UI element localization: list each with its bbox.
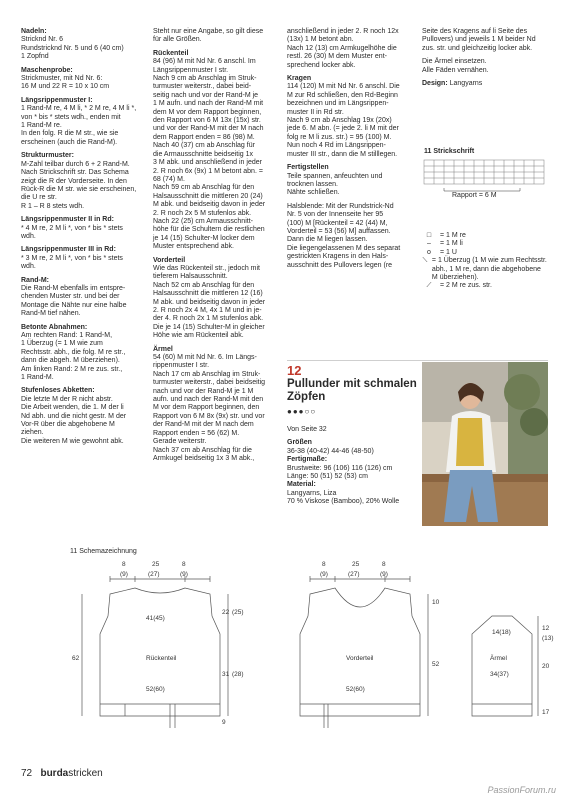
text-line: Rand-M tief nähen. <box>21 310 81 318</box>
text-line: Teile spannen, anfeuchten und <box>287 172 383 180</box>
back-top-mid: 25 <box>152 561 160 568</box>
col1-block <box>21 324 146 383</box>
legend-item <box>422 249 548 257</box>
text-line: Rapport von 6 M 8x (9x) str. und vor <box>153 412 265 420</box>
back-neck-measure: 41(45) <box>146 615 165 622</box>
front-top-mid-sub: (27) <box>348 571 360 578</box>
material-heading: Material: <box>287 481 316 489</box>
text-line: Rück-R die M str. wie sie erscheinen, <box>21 185 137 193</box>
text-line: muster III str., dann die M stilllegen. <box>287 150 398 158</box>
back-top-mid-sub: (27) <box>148 571 160 578</box>
legend-symbol-icon: – <box>427 240 431 248</box>
text-line: erscheinen (auch die Rand-M). <box>21 138 118 146</box>
col4-block <box>422 28 548 53</box>
col2-block <box>153 346 282 464</box>
text-line: 114 (120) M mit Nd Nr. 6 anschl. Die <box>287 83 400 91</box>
text-line: aufn. und nach der Rand-M mit den <box>153 396 264 404</box>
stitch-chart-title: 11 Strickschrift <box>424 148 475 155</box>
front-top-right: 8 <box>382 561 386 568</box>
bust-value: Brustweite: 96 (106) 116 (126) cm <box>287 464 393 472</box>
material-line-2: 70 % Viskose (Bamboo), 20% Wolle <box>287 498 400 506</box>
text-line: M abk. und beidseitig davon in jeder <box>153 298 266 306</box>
text-line: Vor-R über die abgehobene M <box>21 421 115 429</box>
back-side-sub: (28) <box>232 671 244 678</box>
legend-item <box>422 257 548 282</box>
text-line: (100) M [Rückenteil = 42 (44) M, <box>287 219 388 227</box>
text-line: Nach 37 cm ab Anschlag für die <box>153 446 252 454</box>
text-line: Nach 9 cm ab Anschlag 19x (20x) <box>287 117 392 125</box>
text-line: Rechtsstr. abh., die folg. M re str., <box>21 348 126 356</box>
block-heading: Stufenloses Abketten: <box>21 387 95 395</box>
legend-text: = 1 M re <box>440 232 466 239</box>
text-line: Rapport enden = 56 (62) M. <box>153 429 240 437</box>
block-heading: Rückenteil <box>153 49 189 57</box>
text-line: * 4 M re, 2 M li *, von * bis * stets <box>21 224 123 232</box>
text-line: die Armausschnitte beidseitig 1x <box>153 150 253 158</box>
col2-block <box>153 28 282 45</box>
text-line: 68 (74) M. <box>153 175 185 183</box>
project-details <box>287 426 417 507</box>
legend-item <box>422 240 548 248</box>
model-photo <box>422 362 548 526</box>
text-line: sprechend locker abk. <box>287 61 356 69</box>
front-top-right-sub: (9) <box>380 571 388 578</box>
column-1 <box>21 28 146 451</box>
material-line-1: Langyarns, Liza <box>287 489 337 497</box>
finished-heading: Fertigmaße: <box>287 456 328 464</box>
col1-block <box>21 152 146 211</box>
text-line: Am linken Rand: 2 M re zus. str., <box>21 365 123 373</box>
text-line: Höhe wie am Rückenteil abk. <box>153 332 244 340</box>
text-line: Längsrippenmuster I str. <box>153 66 229 74</box>
text-line: Die Ärmel einsetzen. <box>422 58 487 66</box>
text-line: Die letzte M der R nicht abstr. <box>21 395 113 403</box>
text-line: In den folg. R die M str., wie sie <box>21 130 119 138</box>
sleeve-bottom-measure: 34(37) <box>490 671 509 678</box>
section-divider <box>287 360 548 361</box>
text-line: Rundstricknd Nr. 5 und 6 (40 cm) <box>21 44 124 52</box>
text-line: rippenmuster I str. <box>153 362 210 370</box>
text-line: 54 (60) M mit Nd Nr. 6. Im Längs- <box>153 354 257 362</box>
sleeve-top-measure: 14(18) <box>492 629 511 636</box>
text-line: 84 (96) M mit Nd Nr. 6 anschl. Im <box>153 58 256 66</box>
text-line: turmuster weiterstr., dabei beid- <box>153 83 252 91</box>
text-line: turmuster weiterstr., dabei beidseitig <box>153 379 266 387</box>
sleeve-rib: 17 <box>542 709 550 716</box>
rapport-label: Rapport = 6 M <box>452 192 497 200</box>
legend-symbol-icon: ⟋ <box>426 282 432 290</box>
column-2 <box>153 28 282 468</box>
back-top-left: 8 <box>122 561 126 568</box>
text-line: M zur Rd schließen, den Rd-Beginn <box>287 91 398 99</box>
text-line: Die je 14 (15) Schulter-M in gleicher <box>153 323 265 331</box>
block-inline-value: Langyarns <box>447 80 483 88</box>
front-height: 52 <box>432 661 440 668</box>
text-line: und vor der Rand-M mit der M nach <box>153 125 264 133</box>
sleeve-cap: 12 <box>542 625 550 632</box>
text-line: Halsausschnitt die mittleren 20 (24) <box>153 192 263 200</box>
legend-item <box>422 282 548 290</box>
text-line: 1 Zopfnd <box>21 53 49 61</box>
legend-text: = 2 M re zus. str. <box>440 282 492 290</box>
from-page: Von Seite 32 <box>287 426 327 433</box>
text-line: Nach 52 cm ab Anschlag für den <box>153 281 255 289</box>
col1-block <box>21 246 146 271</box>
block-heading: Betonte Abnahmen: <box>21 323 88 331</box>
col2-block <box>153 50 282 252</box>
text-line: folg re M li zus. str.) = 95 (100) M. <box>287 133 392 141</box>
text-line: Vorderteil = 53 (56) M] auffassen. <box>287 227 391 235</box>
col2-block <box>153 257 282 341</box>
text-line: chenden Muster str. und bei der <box>21 293 120 301</box>
legend-symbol-icon: o <box>427 248 431 256</box>
text-line: ausschnitt des Pullovers legen (re <box>287 261 393 269</box>
text-line: von * bis * stets wdh., enden mit <box>21 113 121 121</box>
length-value: Länge: 50 (51) 52 (53) cm <box>287 473 368 481</box>
back-rib: 9 <box>222 719 226 726</box>
legend-symbol-icon: □ <box>426 232 432 239</box>
front-bottom-measure: 52(60) <box>346 686 365 693</box>
text-line: zeigt die R der Vorderseite. In den <box>21 177 127 185</box>
legend <box>422 232 548 291</box>
text-line: 3 M abk. und anschließend in jeder <box>153 159 262 167</box>
text-line: 16 M und 22 R = 10 x 10 cm <box>21 83 110 91</box>
text-line: Alle Fäden vernähen. <box>422 66 489 74</box>
text-line: muster II in Rd str. <box>287 108 344 116</box>
back-bottom-measure: 52(60) <box>146 686 165 693</box>
block-heading: Strukturmuster: <box>21 152 74 160</box>
legend-text: = 1 Überzug (1 M wie zum Rechtsstr. abh., 1 M re, dann die abgehobene M überziehen). <box>431 257 547 282</box>
text-line: * 3 M re, 2 M li *, von * bis * stets <box>21 254 123 262</box>
col1-block <box>21 67 146 92</box>
text-line: Muster entsprechend abk. <box>153 243 234 251</box>
block-heading: Maschenprobe: <box>21 66 73 74</box>
text-line: Nach 12 (13) cm Armkugelhöhe die <box>287 44 397 52</box>
text-line: Gerade weiterstr. <box>153 438 207 446</box>
legend-text: = 1 U <box>440 248 457 256</box>
text-line: 1 Rand-M re, 4 M li, * 2 M re, 4 M li *, <box>21 105 137 113</box>
legend-text: = 1 M li <box>440 240 463 248</box>
sleeve-label: Ärmel <box>490 655 507 662</box>
brand-bold: burda <box>40 768 69 779</box>
watermark: PassionForum.ru <box>487 785 556 795</box>
col4-block <box>422 58 548 75</box>
project-number: 12 <box>287 363 302 378</box>
text-line: Wie das Rückenteil str., jedoch mit <box>153 264 260 272</box>
text-line: 1 Rand-M. <box>21 374 54 382</box>
text-line: Nach 22 (25) cm Armausschnitt- <box>153 217 253 225</box>
brand-rest: stricken <box>68 768 103 779</box>
schema-title: 11 Schemazeichnung <box>70 548 137 555</box>
stitch-chart-block <box>422 148 548 201</box>
column-3 <box>287 28 415 275</box>
col4-block <box>422 80 548 88</box>
back-height: 62 <box>72 655 80 662</box>
col3-block <box>287 75 415 159</box>
text-line: Die weiteren M wie gewohnt abk. <box>21 437 124 445</box>
text-line: tieferem Halsausschnitt. <box>153 273 228 281</box>
text-line: M abk. und beidseitig davon in jeder <box>153 201 266 209</box>
text-line: dann die abgeh. M überziehen). <box>21 357 120 365</box>
text-line: restl. 26 (30) M dem Muster ent- <box>287 53 387 61</box>
text-line: Halsausschnitt die mittleren 12 (16) <box>153 290 263 298</box>
col3-block <box>287 203 415 270</box>
block-heading: Längsrippenmuster I: <box>21 96 93 104</box>
sizes-value: 36-38 (40-42) 44-46 (48-50) <box>287 447 374 455</box>
text-line: zus. str. und gleichzeitig locker abk. <box>422 44 533 52</box>
page-number: 72 <box>21 768 33 779</box>
text-line: Armkugel beidseitig 1x 3 M abk., <box>153 454 255 462</box>
back-side: 31 <box>222 671 230 678</box>
page-footer <box>21 768 103 779</box>
text-line: Nach 17 cm ab Anschlag im Struk- <box>153 370 261 378</box>
text-line: Seite des Kragens auf li Seite des <box>422 28 528 35</box>
col3-block <box>287 28 415 70</box>
difficulty-rating: ●●●○○ <box>287 407 317 416</box>
text-line: je 14 (15) Schulter-M locker dem <box>153 234 255 242</box>
block-heading: Längsrippenmuster III in Rd: <box>21 246 116 254</box>
block-heading: Design: <box>422 80 448 88</box>
text-line: Die liegengelassenen M des separat <box>287 244 401 252</box>
col3-block <box>287 164 415 198</box>
col1-block <box>21 277 146 319</box>
block-heading: Vorderteil <box>153 256 186 264</box>
text-line: Nach 40 (37) cm ab Anschlag für <box>153 142 255 150</box>
text-line: trocknen lassen. <box>287 180 338 188</box>
block-heading: Kragen <box>287 75 312 83</box>
text-line: dem Rapport enden = 86 (98) M. <box>153 133 255 141</box>
col1-block <box>21 97 146 147</box>
text-line: 2. R noch 6x (9x) 1 M betont abn. = <box>153 167 263 175</box>
front-neck-depth: 10 <box>432 599 440 606</box>
text-line: bezeichnen und im Längsrippen- <box>287 100 389 108</box>
text-line: Am rechten Rand: 1 Rand-M, <box>21 332 113 339</box>
text-line: Nach Strickschrift str. Das Schema <box>21 169 129 177</box>
back-top-left-sub: (9) <box>120 571 128 578</box>
legend-symbol-icon: ⟍ <box>422 257 428 265</box>
text-line: nach und vor der Rand-M je 1 M <box>153 387 254 395</box>
text-line: Nd abh. und die nicht gestr. M der <box>21 412 127 420</box>
sizes-heading: Größen <box>287 439 312 447</box>
legend-item <box>422 232 548 240</box>
text-line: Montage die Nähte nur eine halbe <box>21 301 127 309</box>
text-line: Nr. 5 von der Innenseite her 95 <box>287 211 384 219</box>
block-heading: Rand-M: <box>21 276 49 284</box>
text-line: Halsblende: Mit der Rundstrick-Nd <box>287 202 394 210</box>
text-line: Strickmuster, mit Nd Nr. 6: <box>21 75 103 83</box>
text-line: gestrickten Kragens in den Hals- <box>287 253 389 261</box>
back-armhole-sub: (25) <box>232 609 244 616</box>
schematic-drawing <box>60 556 554 736</box>
front-panel-label: Vorderteil <box>346 655 374 662</box>
text-line: anschließend in jeder 2. R noch 12x <box>287 28 399 35</box>
text-line: Die Rand-M ebenfalls im entspre- <box>21 284 126 292</box>
block-heading: Fertigstellen <box>287 164 329 172</box>
back-top-right-sub: (9) <box>180 571 188 578</box>
back-armhole: 22 <box>222 609 230 616</box>
text-line: Nach 9 cm ab Anschlag im Struk- <box>153 75 257 83</box>
back-top-right: 8 <box>182 561 186 568</box>
text-line: 2. R noch 2x 4 M, 4x 1 M und in je- <box>153 307 262 314</box>
text-line: 1 M aufn. und nach der Rand-M mit <box>153 100 264 108</box>
text-line: Nun noch 4 Rd im Längsrippen- <box>287 142 386 150</box>
text-line: Nähte schließen. <box>287 189 340 197</box>
text-line: der Rand-M mit der M nach dem <box>153 421 254 429</box>
text-line: 1 Überzug (= 1 M wie zum <box>21 340 103 348</box>
text-line: der 4. R noch 2x 1 M stufenlos abk. <box>153 315 264 323</box>
block-heading: Nadeln: <box>21 28 47 35</box>
text-line: Pullovers) und jeweils 1 M beider Nd <box>422 36 536 44</box>
sleeve-cap-sub: (13) <box>542 635 554 642</box>
block-heading: Ärmel <box>153 345 173 353</box>
text-line: ziehen. <box>21 429 44 437</box>
text-line: Nach 59 cm ab Anschlag für den <box>153 184 255 192</box>
text-line: Stricknd Nr. 6 <box>21 36 64 44</box>
text-line: wdh. <box>21 232 36 240</box>
text-line: höhe für die Schultern die restlichen <box>153 226 265 234</box>
text-line: wdh. <box>21 263 36 271</box>
text-line: Steht nur eine Angabe, so gilt diese <box>153 28 264 35</box>
text-line: M vor dem Rapport beginnen, den <box>153 404 260 412</box>
text-line: Dann die M liegen lassen. <box>287 236 368 244</box>
text-line: Die Arbeit wenden, die 1. M der li <box>21 404 124 412</box>
block-heading: Längsrippenmuster II in Rd: <box>21 216 114 224</box>
text-line: den Rapport von 6 M 13x (15x) str. <box>153 117 261 125</box>
sleeve-mid: 20 <box>542 663 550 670</box>
column-4 <box>422 28 548 93</box>
front-top-mid: 25 <box>352 561 360 568</box>
text-line: 1 Rand-M re. <box>21 122 62 130</box>
col1-block <box>21 28 146 62</box>
front-top-left: 8 <box>322 561 326 568</box>
text-line: R 1 – R 8 stets wdh. <box>21 202 85 210</box>
text-line: 2. R noch 2x 5 M stufenlos abk. <box>153 209 252 217</box>
back-panel-label: Rückenteil <box>146 655 177 662</box>
text-line: für alle Größen. <box>153 36 202 44</box>
text-line: die U re str. <box>21 194 57 202</box>
col1-block <box>21 216 146 241</box>
text-line: jede 6. M abn. (= jede 2. li M mit der <box>287 125 399 133</box>
project-title: Pullunder mit schmalen Zöpfen <box>287 378 417 403</box>
text-line: dem M vor dem Rapport beginnen, <box>153 108 262 116</box>
text-line: (13x) 1 M betont abn. <box>287 36 354 44</box>
front-top-left-sub: (9) <box>320 571 328 578</box>
col1-block <box>21 387 146 446</box>
text-line: M-Zahl teilbar durch 6 + 2 Rand-M. <box>21 160 130 168</box>
text-line: seitig nach und vor der Rand-M je <box>153 91 259 99</box>
